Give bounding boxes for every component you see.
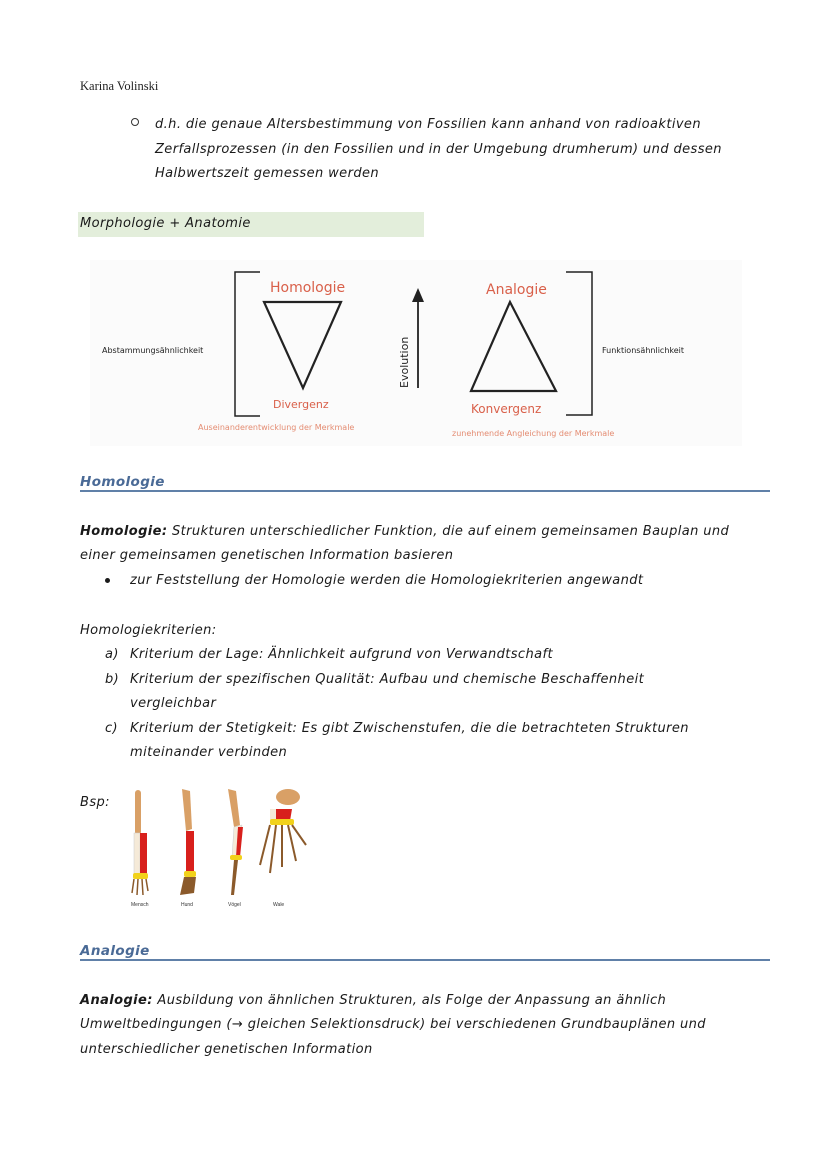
circle-bullet-icon bbox=[131, 118, 139, 126]
abstammung-label: Abstammungsähnlichkeit bbox=[102, 346, 204, 355]
right-bracket bbox=[566, 272, 592, 415]
criteria-b-text: Kriterium der spezifischen Qualität: Aufbau und chemische Beschaffenheit bbox=[130, 672, 645, 687]
limb-label-hund: Hund bbox=[181, 902, 193, 908]
criteria-marker: b) bbox=[105, 672, 120, 687]
criteria-c-text: Kriterium der Stetigkeit: Es gibt Zwischenstufen, die die betrachteten Strukturen bbox=[130, 721, 689, 736]
limb-svg bbox=[120, 785, 310, 910]
left-bracket bbox=[235, 272, 260, 416]
analogie-label: Analogie bbox=[486, 282, 547, 298]
homologie-heading-rule bbox=[80, 490, 770, 492]
human-arm bbox=[132, 790, 148, 895]
criteria-c-text-cont: miteinander verbinden bbox=[130, 745, 288, 760]
analogy-triangle bbox=[471, 302, 556, 391]
bullet-icon bbox=[105, 578, 110, 583]
criteria-marker: c) bbox=[105, 721, 119, 736]
divergenz-sub-label: Auseinanderentwicklung der Merkmale bbox=[198, 423, 355, 432]
limb-label-mensch: Mensch bbox=[131, 902, 149, 908]
intro-line: Zerfallsprozessen (in den Fossilien und in der Umgebung drumherum) und dessen bbox=[155, 141, 722, 157]
diagram-svg bbox=[90, 260, 742, 446]
bsp-label: Bsp: bbox=[80, 795, 110, 810]
intro-line: Halbwertszeit gemessen werden bbox=[155, 166, 380, 181]
homologie-bullet: zur Feststellung der Homologie werden die Homologiekriterien angewandt bbox=[130, 573, 644, 588]
criteria-title: Homologiekriterien: bbox=[80, 623, 217, 638]
evolution-label: Evolution bbox=[398, 336, 411, 388]
analogie-def-line3: unterschiedlicher genetischen Information bbox=[80, 1042, 373, 1057]
analogie-def-line2: Umweltbedingungen (→ gleichen Selektionsdruck) bei verschiedenen Grundbauplänen und bbox=[80, 1017, 706, 1032]
homologie-label: Homologie bbox=[270, 280, 346, 296]
author-name: Karina Volinski bbox=[80, 79, 159, 93]
funktion-label: Funktionsähnlichkeit bbox=[602, 346, 685, 355]
divergenz-label: Divergenz bbox=[273, 398, 329, 411]
homologie-def-line2: einer gemeinsamen genetischen Information basieren bbox=[80, 548, 454, 563]
intro-paragraph bbox=[155, 113, 745, 187]
evolution-arrow-head bbox=[412, 288, 424, 302]
homology-triangle bbox=[264, 302, 341, 388]
analogie-definition bbox=[80, 989, 742, 1014]
whale-flipper bbox=[260, 789, 306, 873]
homologie-definition bbox=[80, 520, 742, 545]
dog-leg bbox=[180, 789, 196, 895]
homologie-term: Homologie: bbox=[80, 524, 168, 539]
bird-wing bbox=[228, 789, 243, 895]
highlight-heading-box bbox=[78, 212, 424, 237]
highlight-heading: Morphologie + Anatomie bbox=[80, 216, 251, 231]
criteria-a-text: Kriterium der Lage: Ähnlichkeit aufgrund von Verwandtschaft bbox=[130, 647, 553, 662]
intro-line: d.h. die genaue Altersbestimmung von Fossilien kann anhand von radioaktiven bbox=[155, 117, 701, 132]
analogie-term: Analogie: bbox=[80, 993, 153, 1008]
analogie-heading-rule bbox=[80, 959, 770, 961]
limb-illustration bbox=[120, 785, 310, 910]
limb-label-wale: Wale bbox=[273, 902, 285, 908]
limb-label-voegel: Vögel bbox=[228, 902, 241, 908]
homology-analogy-diagram bbox=[90, 260, 742, 446]
criteria-b-text-cont: vergleichbar bbox=[130, 696, 217, 711]
criteria-marker: a) bbox=[105, 647, 119, 662]
homologie-def-line1: Strukturen unterschiedlicher Funktion, die auf einem gemeinsamen Bauplan und bbox=[172, 524, 730, 539]
analogie-heading: Analogie bbox=[80, 943, 150, 959]
konvergenz-label: Konvergenz bbox=[471, 402, 542, 416]
homologie-heading: Homologie bbox=[80, 474, 165, 490]
konvergenz-sub-label: zunehmende Angleichung der Merkmale bbox=[452, 429, 615, 438]
analogie-def-line1: Ausbildung von ähnlichen Strukturen, als Folge der Anpassung an ähnlich bbox=[157, 993, 667, 1008]
